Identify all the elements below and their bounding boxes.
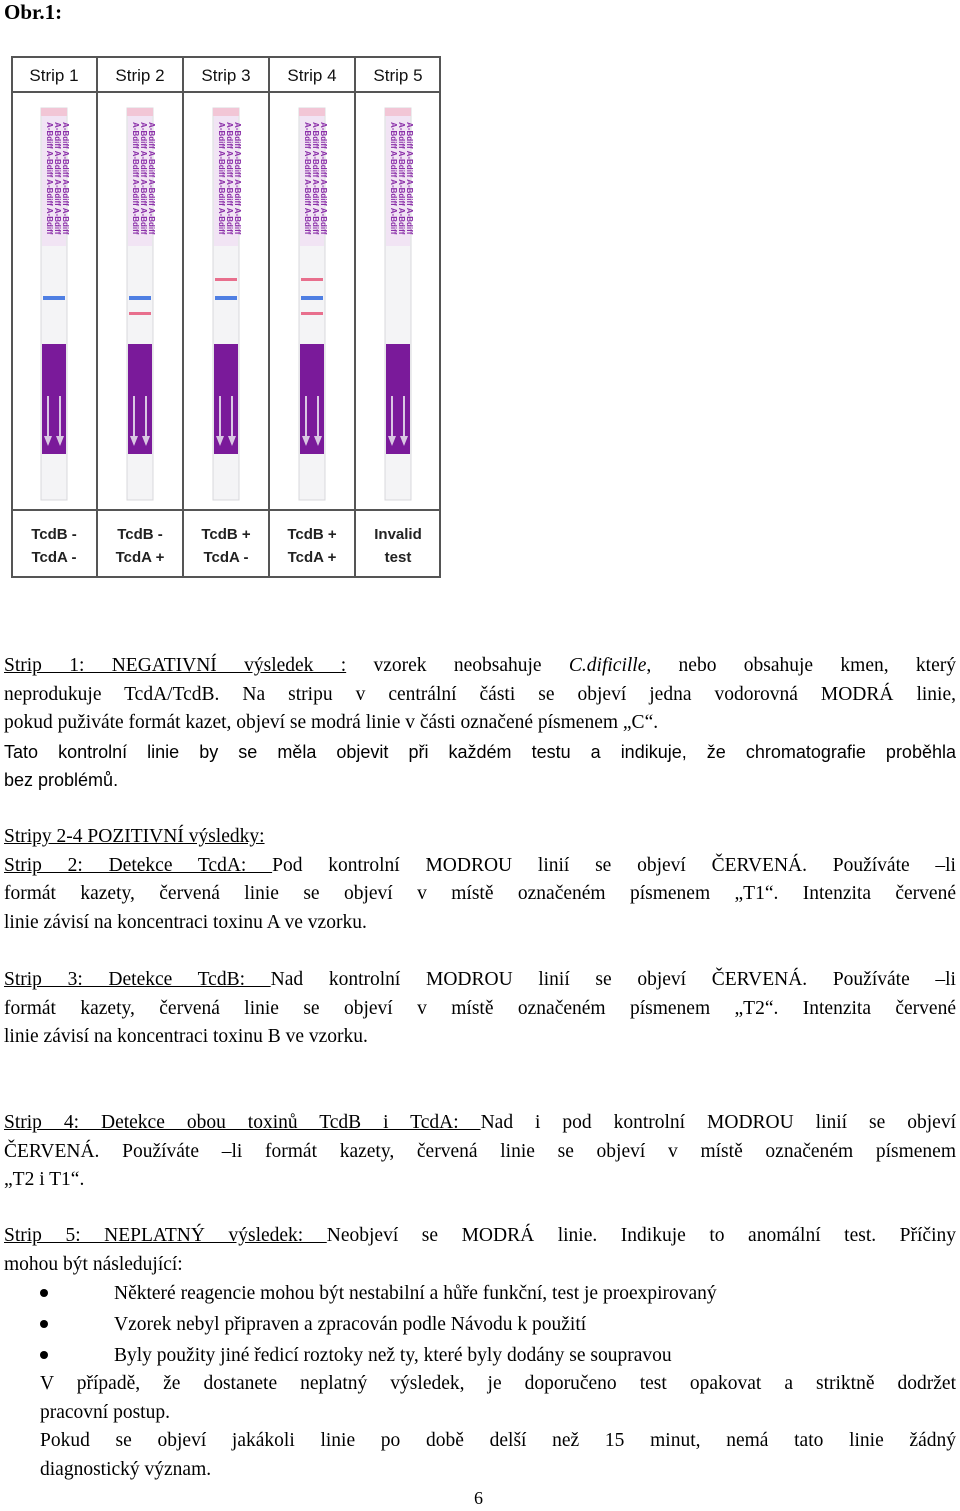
strip-1-line-5: bez problémů. <box>4 770 119 790</box>
strip-1-line-2: neprodukuje TcdA/TcdB. Na stripu v centrální části se objeví jedna vodorovná MODRÁ linie, <box>4 683 956 705</box>
bullet-icon <box>40 1289 48 1297</box>
organism-name: C.dificille <box>568 655 647 676</box>
strip-3-line-2: formát kazety, červená linie se objeví v místě označeném písmenem „T2“. Intenzita červené <box>4 997 956 1019</box>
list-item <box>40 1278 940 1309</box>
strip-header: Strip 5 <box>373 66 423 85</box>
strip-test-figure <box>11 56 441 578</box>
strip-1-line-3: pokud puživáte formát kazet, objeví se modrá linie v části označené písmenem „C“. <box>4 712 659 733</box>
figure-label: Obr.1: <box>4 0 63 24</box>
bullet-icon <box>40 1351 48 1359</box>
strip-brand-text: A-Bdiff A-Bdiff A-Bdiff A-Bdiff <box>217 122 226 235</box>
list-item-text: Vzorek nebyl připraven a zpracován podle Návodu k použití <box>114 1314 587 1335</box>
list-item-text: Byly použity jiné ředicí roztoky než ty, které byly dodány se soupravou <box>114 1345 672 1366</box>
strip-tip <box>299 108 325 116</box>
strip-brand-text: A-Bdiff A-Bdiff A-Bdiff A-Bdiff <box>139 122 148 235</box>
paragraph-recommendation <box>40 1370 956 1484</box>
result-line-2: TcdA + <box>287 549 337 566</box>
result-line-1: TcdB + <box>287 526 337 543</box>
strip-3-line-3: linie závisí na koncentraci toxinu B ve vzorku. <box>4 1026 368 1047</box>
strip-5-heading: Strip 5: NEPLATNÝ výsledek: <box>4 1225 327 1246</box>
positive-results-heading: Stripy 2-4 POZITIVNÍ výsledky: <box>4 826 265 847</box>
strip-tip <box>127 108 153 116</box>
list-item <box>40 1340 940 1371</box>
strip-tip <box>385 108 411 116</box>
strip-brand-text: A-Bdiff A-Bdiff A-Bdiff A-Bdiff <box>53 122 62 235</box>
strip-tip <box>41 108 67 116</box>
strip-tip <box>213 108 239 116</box>
control-line <box>215 296 237 300</box>
strip-header: Strip 1 <box>29 66 79 85</box>
strip-2-heading: Strip 2: Detekce TcdA: <box>4 854 273 876</box>
strip-5-line-2: mohou být následující: <box>4 1253 183 1275</box>
strip-brand-text: A-Bdiff A-Bdiff A-Bdiff A-Bdiff <box>147 122 156 235</box>
strip-brand-text: A-Bdiff A-Bdiff A-Bdiff A-Bdiff <box>405 122 414 235</box>
recommendation-line-4: diagnostický význam. <box>40 1458 212 1480</box>
paragraph-strip-1 <box>4 652 956 795</box>
strip-2-line-3: linie závisí na koncentraci toxinu A ve vzorku. <box>4 911 367 933</box>
strip-1-heading: Strip 1: NEGATIVNÍ výsledek : <box>4 655 347 676</box>
result-line-1: TcdB - <box>117 526 163 543</box>
result-line-1: TcdB + <box>201 526 251 543</box>
recommendation-line-2: pracovní postup. <box>40 1401 170 1423</box>
bullet-icon <box>40 1320 48 1328</box>
strip-brand-text: A-Bdiff A-Bdiff A-Bdiff A-Bdiff <box>131 122 140 235</box>
strip-brand-text: A-Bdiff A-Bdiff A-Bdiff A-Bdiff <box>45 122 54 235</box>
strip-3-heading: Strip 3: Detekce TcdB: <box>4 969 271 990</box>
strip-3-text: Nad kontrolní MODROU linií se objeví ČERVENÁ. Používáte –li <box>270 969 956 990</box>
result-line-1: TcdB - <box>31 526 77 543</box>
list-item-text: Některé reagencie mohou být nestabilní a hůře funkční, test je proexpirovaný <box>114 1283 717 1304</box>
strip-brand-text: A-Bdiff A-Bdiff A-Bdiff A-Bdiff <box>233 122 242 235</box>
strip-brand-text: A-Bdiff A-Bdiff A-Bdiff A-Bdiff <box>303 122 312 235</box>
strip-brand-text: A-Bdiff A-Bdiff A-Bdiff A-Bdiff <box>389 122 398 235</box>
strip-brand-text: A-Bdiff A-Bdiff A-Bdiff A-Bdiff <box>311 122 320 235</box>
strip-2-line-2: formát kazety, červená linie se objeví v místě označeném písmenem „T1“. Intenzita červené <box>4 883 956 904</box>
strip-header: Strip 2 <box>115 66 165 85</box>
paragraph-strip-4 <box>4 1109 956 1195</box>
strip-brand-text: A-Bdiff A-Bdiff A-Bdiff A-Bdiff <box>61 122 70 235</box>
control-line <box>43 296 65 300</box>
strip-test-illustration <box>11 56 441 578</box>
strip-4-heading: Strip 4: Detekce obou toxinů TcdB i TcdA: <box>4 1112 481 1133</box>
paragraph-strip-3 <box>4 966 956 1052</box>
strip-header: Strip 4 <box>287 66 337 85</box>
control-line <box>129 296 151 300</box>
paragraph-strips-2-4 <box>4 823 956 937</box>
test-line-a <box>301 312 323 315</box>
recommendation-line-3: Pokud se objeví jakákoli linie po době delší než 15 minut, nemá tato linie žádný <box>40 1430 956 1451</box>
strip-4-line-3: „T2 i T1“. <box>4 1169 85 1190</box>
strip-2-text: Pod kontrolní MODROU linií se objeví ČERVENÁ. Používáte –li <box>272 854 956 876</box>
test-line-b <box>301 278 323 281</box>
result-line-2: test <box>384 549 412 566</box>
strip-brand-text: A-Bdiff A-Bdiff A-Bdiff A-Bdiff <box>397 122 406 235</box>
page-number: 6 <box>474 1488 483 1508</box>
result-line-2: TcdA - <box>203 549 249 566</box>
recommendation-line-1: V případě, že dostanete neplatný výsledek, je doporučeno test opakovat a striktně dodržet <box>40 1373 956 1394</box>
strip-header: Strip 3 <box>201 66 251 85</box>
strip-brand-text: A-Bdiff A-Bdiff A-Bdiff A-Bdiff <box>225 122 234 235</box>
test-line-a <box>129 312 151 315</box>
strip-5-text: Neobjeví se MODRÁ linie. Indikuje to anomální test. Příčiny <box>326 1225 956 1246</box>
invalid-causes-list <box>40 1278 940 1371</box>
strip-1-line-4: Tato kontrolní linie by se měla objevit při každém testu a indikuje, že chromatografie proběhla <box>4 741 956 762</box>
result-line-1: Invalid <box>374 526 422 543</box>
paragraph-strip-5 <box>4 1222 956 1279</box>
strip-brand-text: A-Bdiff A-Bdiff A-Bdiff A-Bdiff <box>319 122 328 235</box>
result-line-2: TcdA + <box>115 549 165 566</box>
strip-1-text-cont: , nebo obsahuje kmen, který <box>646 655 956 676</box>
list-item <box>40 1309 940 1340</box>
strip-4-line-2: ČERVENÁ. Používáte –li formát kazety, červená linie se objeví v místě označeném písmenem <box>4 1140 956 1162</box>
test-line-b <box>215 278 237 281</box>
strip-4-text: Nad i pod kontrolní MODROU linií se objeví <box>480 1112 956 1133</box>
control-line <box>301 296 323 300</box>
result-line-2: TcdA - <box>31 549 77 566</box>
strip-1-text: vzorek neobsahuje <box>346 655 569 676</box>
